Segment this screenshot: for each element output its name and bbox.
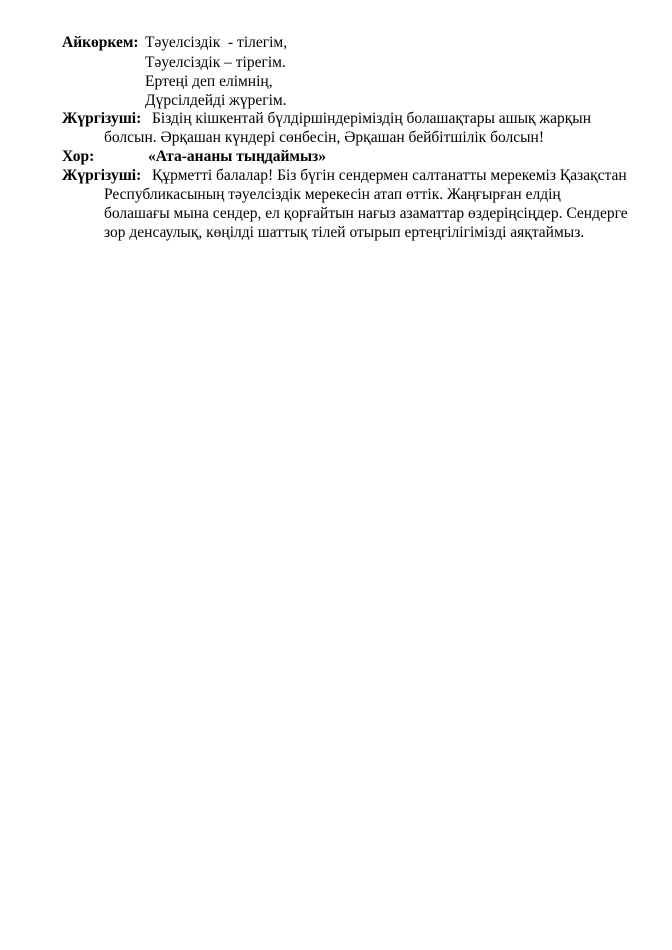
poem-line-3: Ертеңі деп елімнің,: [145, 73, 273, 90]
speaker-choir: Хор:: [62, 148, 95, 165]
host-1-line-2: болсын. Әрқашан күндері сөнбесін, Әрқашан бейбітшілік болсын!: [104, 129, 544, 146]
poem-line-1: Тәуелсіздік - тілегім,: [145, 34, 288, 51]
host-2-line-3: болашағы мына сендер, ел қорғайтын нағыз азаматтар өздеріңсіңдер. Сендерге: [104, 205, 628, 222]
host-1-line-1: Біздің кішкентай бүлдіршіндеріміздің болашақтары ашық жарқын: [152, 110, 591, 127]
host-2-line-4: зор денсаулық, көңілді шаттық тілей отырып ертеңгілігімізді аяқтаймыз.: [104, 224, 585, 241]
host-2-line-1: Құрметті балалар! Біз бүгін сендермен салтанатты мерекеміз Қазақстан: [152, 167, 627, 184]
poem-line-2: Тәуелсіздік – тірегім.: [145, 54, 286, 71]
speaker-host-1: Жүргізуші:: [62, 110, 142, 127]
song-title: «Ата-ананы тыңдаймыз»: [148, 148, 327, 165]
speaker-host-2: Жүргізуші:: [62, 167, 142, 184]
speaker-aikorkem: Айкөркем:: [62, 34, 139, 51]
poem-line-4: Дүрсілдейді жүрегім.: [145, 92, 287, 109]
host-2-line-2: Республикасының тәуелсіздік мерекесін атап өттік. Жаңғырған елдің: [104, 186, 561, 203]
